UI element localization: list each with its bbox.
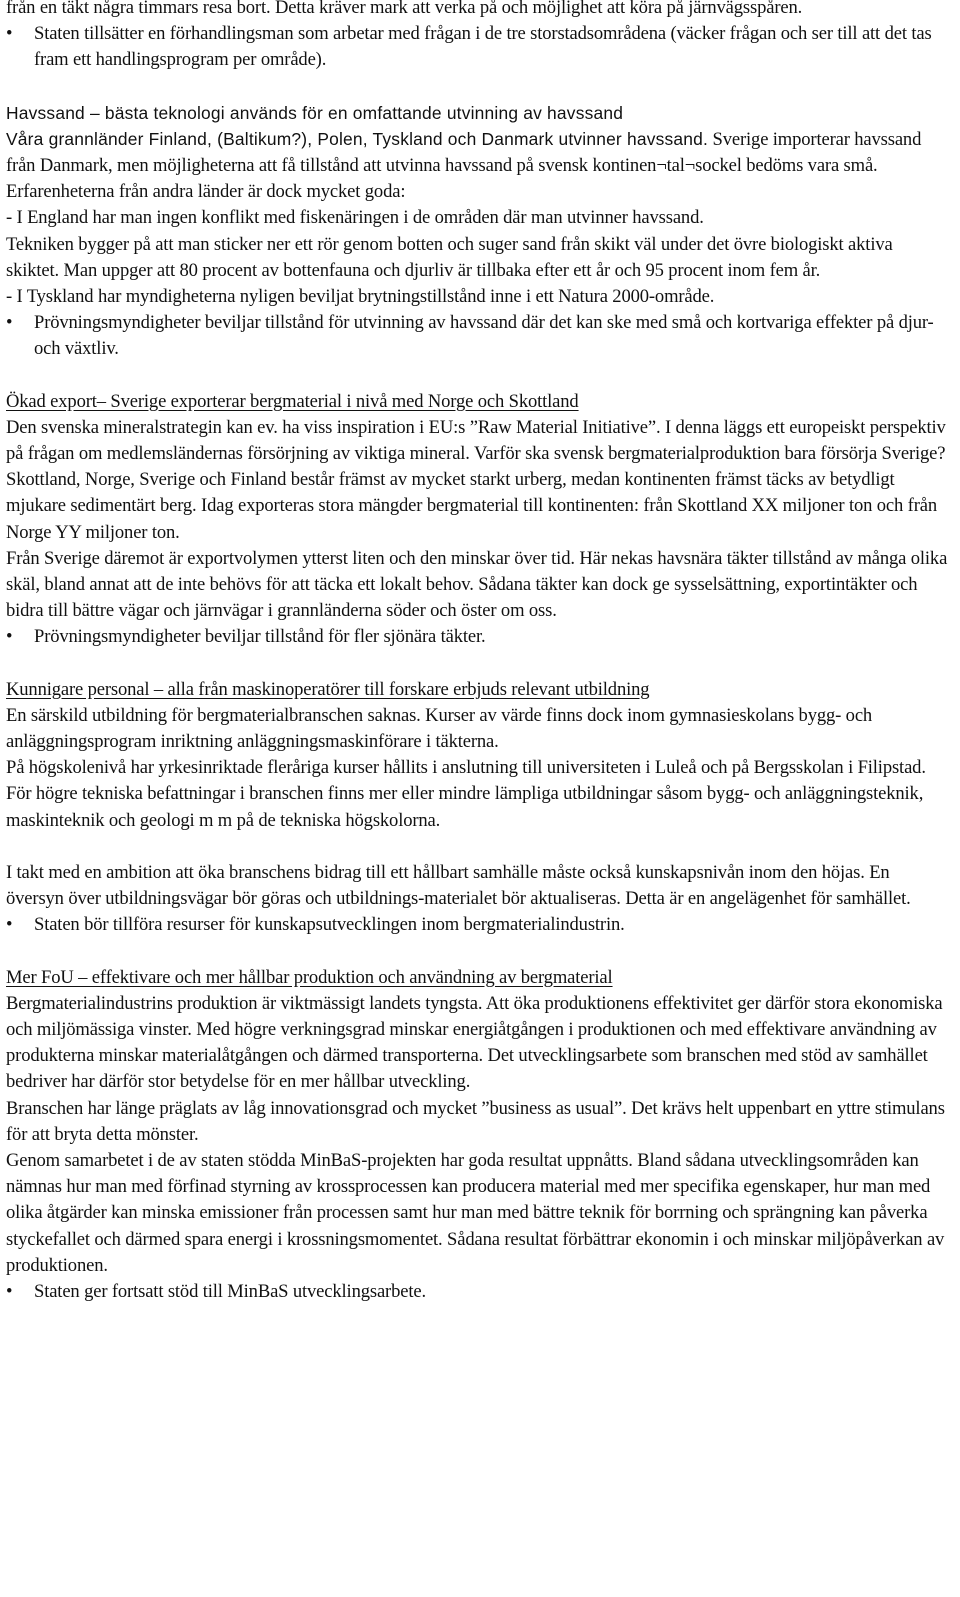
havssand-para2: Erfarenheterna från andra länder är dock mycket goda: (6, 181, 406, 203)
export-para2: Skottland, Norge, Sverige och Finland består främst av mycket starkt urberg, medan kontinenten främst täcks av betydligt mjukare sedimentärt berg. Idag exporteras stora mängder bergmaterial till kontinenten: från Skottland XX miljoner ton och från Norge YY miljoner ton. (6, 469, 937, 543)
export-heading: Ökad export– Sverige exporterar bergmaterial i nivå med Norge och Skottland (6, 390, 579, 412)
export-bullet: • Prövningsmyndigheter beviljar tillstånd för fler sjönära täkter. (6, 624, 948, 650)
spacer (6, 74, 948, 100)
section-export (6, 389, 948, 651)
fou-para1: Bergmaterialindustrins produktion är viktmässigt landets tyngsta. Att öka produktionens effektivitet ger därför stora ekonomiska och miljömässiga vinster. Med högre verkningsgrad minskar energiåtgången i produktionen och med effektivare användning av produkterna minskar materialåtgången och därmed transporterna. Det utvecklingsarbete som branschen med stöd av samhället bedriver har därför stor betydelse för en mer hållbar utveckling. (6, 992, 943, 1093)
fou-para3: Genom samarbetet i de av staten stödda MinBaS-projekten har goda resultat uppnåtts. Bland sådana utvecklingsområden kan nämnas hur man med förfinad styrning av krossprocessen kan producera material med mer specifika egenskaper, hur man med olika åtgärder kan minska emissioner från processen samt hur man med bättre teknik för borrning och sprängning kan påverka styckefallet och därmed spara energi i krossningsmomentet. Sådana resultat förbättrar ekonomin i och minskar miljöpåverkan av produktionen. (6, 1149, 945, 1276)
havssand-bullet: • Prövningsmyndigheter beviljar tillstånd för utvinning av havssand där det kan ske med små och kortvariga effekter på djur- och växtliv. (6, 310, 948, 362)
fou-bullet: • Staten ger fortsatt stöd till MinBaS utvecklingsarbete. (6, 1279, 948, 1305)
personal-heading: Kunnigare personal – alla från maskinoperatörer till forskare erbjuds relevant utbildning (6, 678, 650, 700)
intro-continued-paragraph: från en täkt några timmars resa bort. Detta kräver mark att verka på och möjlighet att köra på järnvägsspåren. (6, 0, 803, 18)
export-para1: Den svenska mineralstrategin kan ev. ha viss inspiration i EU:s ”Raw Material Initiative”. I denna läggs ett europeiskt perspektiv på frågan om medlemsländernas försörjning av viktiga mineral. Varför ska svensk bergmaterialproduktion bara försörja Sverige? (6, 416, 946, 465)
personal-bullet: • Staten bör tillföra resurser för kunskapsutvecklingen inom bergmaterialindustrin. (6, 912, 948, 938)
personal-para3: I takt med en ambition att öka branschens bidrag till ett hållbart samhälle måste också kunskapsnivån inom den höjas. En översyn över utbildningsvägar bör göras och utbildnings-materialet bör aktualiseras. Detta är en angelägenhet för samhället. (6, 861, 911, 910)
section-personal (6, 677, 948, 939)
export-para3: Från Sverige däremot är exportvolymen ytterst liten och den minskar över tid. Här nekas havsnära täkter tillstånd av många olika skäl, bland annat att de inte behövs för att täcka ett lokalt behov. Sådana täkter kan dock ge sysselsättning, exportintäkter och bidra till bättre vägar och järnvägar i grannländerna söder och öster om oss. (6, 547, 948, 622)
spacer (6, 834, 948, 860)
personal-para1: En särskild utbildning för bergmaterialbranschen saknas. Kurser av värde finns dock inom gymnasieskolans bygg- och anläggningsprogram inriktning anläggningsmaskinförare i täkterna. (6, 704, 873, 753)
havssand-intro (6, 126, 948, 179)
spacer (6, 939, 948, 965)
fou-heading: Mer FoU – effektivare och mer hållbar produktion och användning av bergmaterial (6, 966, 613, 988)
havssand-para1: Sverige importerar havssand från Danmark, men möjligheterna att få tillstånd att utvinna havssand på svensk kontinen¬tal¬sockel bedöms vara små. (6, 128, 922, 177)
havssand-heading: Havssand – bästa teknologi används för en omfattande utvinning av havssand (6, 102, 624, 123)
havssand-para5: - I Tyskland har myndigheterna nyligen beviljat brytningstillstånd inne i ett Natura 2000-område. (6, 286, 715, 308)
havssand-para3: - I England har man ingen konflikt med fiskenäringen i de områden där man utvinner havssand. (6, 207, 704, 229)
spacer (6, 651, 948, 677)
personal-para2: På högskolenivå har yrkesinriktade fleråriga kurser hållits i anslutning till universiteten i Luleå och på Bergsskolan i Filipstad. För högre tekniska befattningar i branschen finns mer eller mindre lämpliga utbildningar såsom bygg- och anläggningsteknik, maskinteknik och geologi m m på de tekniska högskolorna. (6, 757, 926, 831)
section-fou (6, 965, 948, 1306)
havssand-para4: Tekniken bygger på att man sticker ner ett rör genom botten och suger sand från skikt väl under det övre biologiskt aktiva skiktet. Man uppger att 80 procent av bottenfauna och djurliv är tillbaka efter ett år och 95 procent inom fem år. (6, 233, 893, 281)
intro-bullet: • Staten tillsätter en förhandlingsman som arbetar med frågan i de tre storstadsområdena (väcker frågan och ser till att det tas fram ett handlingsprogram per område). (6, 21, 948, 73)
section-havssand (6, 100, 948, 363)
fou-para2: Branschen har länge präglats av låg innovationsgrad och mycket ”business as usual”. Det krävs helt uppenbart en yttre stimulans för att bryta detta mönster. (6, 1097, 945, 1145)
havssand-sans-line: Våra grannländer Finland, (Baltikum?), Polen, Tyskland och Danmark utvinner havssand. (6, 128, 709, 149)
spacer (6, 363, 948, 389)
